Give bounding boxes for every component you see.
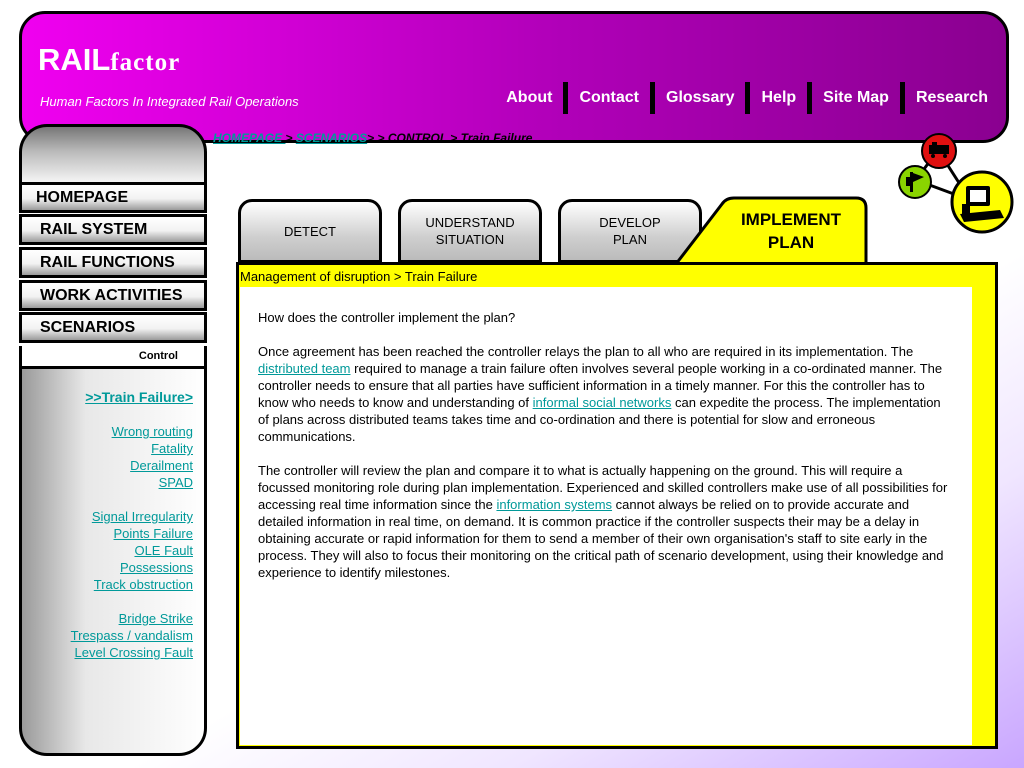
- sidebar-item-scenarios[interactable]: SCENARIOS: [19, 312, 207, 343]
- scenario-link-spad[interactable]: SPAD: [158, 475, 193, 490]
- link-group-spacer: [22, 593, 193, 610]
- breadcrumb-scenarios[interactable]: SCENARIOS: [295, 131, 368, 145]
- scenario-link-trespass-vandalism[interactable]: Trespass / vandalism: [70, 628, 193, 643]
- tab-understand-situation[interactable]: [398, 199, 542, 263]
- site-logo[interactable]: [38, 42, 180, 78]
- scenario-link-wrong-routing[interactable]: Wrong routing: [111, 424, 193, 439]
- nav-separator: [807, 82, 812, 114]
- breadcrumb-separator: >: [285, 131, 296, 145]
- content-paragraph-1: Once agreement has been reached the controller relays the plan to all who are required in its implementation. The distributed team required to manage a train failure often involves several people working in a co-ordinated manner. The controller needs to ensure that all parties have sufficient information in a timely manner. For this the controller has to know who needs to know and understanding of informal social networks can expedite the process. The implementation of plans across distributed teams takes time and co-ordination and there is potential for slow and erroneous communications.: [258, 344, 943, 444]
- scenario-link-fatality[interactable]: Fatality: [151, 441, 193, 456]
- hazard-train-icon[interactable]: [922, 134, 956, 168]
- nav-contact[interactable]: Contact: [579, 89, 639, 106]
- tab-implement-label: IMPLEMENT PLAN: [740, 210, 842, 252]
- nav-about[interactable]: About: [506, 89, 553, 106]
- control-desk-icon[interactable]: [952, 172, 1012, 232]
- sidebar-section-label: Control: [19, 346, 207, 366]
- nav-separator: [900, 82, 905, 114]
- scenario-link-signal-irregularity[interactable]: Signal Irregularity: [91, 509, 193, 524]
- tab-develop-label: DEVELOP PLAN: [599, 215, 661, 247]
- tab-detect-label: DETECT: [284, 223, 336, 239]
- link-information-systems[interactable]: information systems: [496, 497, 613, 512]
- nav-separator: [563, 82, 568, 114]
- nav-separator: [745, 82, 750, 114]
- panel-subtitle: Management of disruption > Train Failure: [240, 269, 478, 284]
- link-informal-social-networks[interactable]: informal social networks: [532, 395, 672, 410]
- scenario-link-level-crossing-fault[interactable]: Level Crossing Fault: [74, 645, 193, 660]
- sidebar-item-homepage[interactable]: HOMEPAGE: [19, 182, 207, 213]
- content-text-area: [240, 287, 972, 745]
- breadcrumb-current: > > CONTROL > Train Failure: [367, 131, 533, 145]
- link-group-spacer: [22, 491, 193, 508]
- link-distributed-team[interactable]: distributed team: [258, 361, 351, 376]
- scenario-link-ole-fault[interactable]: OLE Fault: [134, 543, 193, 558]
- scenario-link-derailment[interactable]: Derailment: [130, 458, 193, 473]
- scenario-link-bridge-strike[interactable]: Bridge Strike: [118, 611, 193, 626]
- nav-separator: [650, 82, 655, 114]
- scenario-link-current[interactable]: >>Train Failure>: [85, 389, 193, 405]
- content-question: How does the controller implement the plan?: [258, 310, 516, 325]
- nav-help[interactable]: Help: [761, 89, 797, 106]
- sidebar-item-rail-functions[interactable]: RAIL FUNCTIONS: [19, 247, 207, 278]
- tab-implement-plan[interactable]: [676, 196, 868, 266]
- nav-glossary[interactable]: Glossary: [666, 89, 735, 106]
- sidebar-header-shape: [19, 124, 207, 182]
- scenario-link-track-obstruction[interactable]: Track obstruction: [93, 577, 193, 592]
- site-tagline: Human Factors In Integrated Rail Operations: [40, 94, 299, 109]
- sidebar-item-rail-system[interactable]: RAIL SYSTEM: [19, 214, 207, 245]
- scenario-icon-cluster: [896, 130, 1016, 242]
- scenario-link-list: [19, 366, 207, 756]
- breadcrumb: [213, 131, 532, 145]
- top-navigation: [498, 82, 996, 114]
- logo-sub: factor: [110, 49, 181, 76]
- nav-site-map[interactable]: Site Map: [823, 89, 889, 106]
- content-paragraph-2: The controller will review the plan and compare it to what is actually happening on the ground. This will require a focussed monitoring role during plan implementation. Experienced and skilled controllers make use of all possibilities for accessing real time information since the information systems cannot always be relied on to provide accurate and detailed information in real time, on demand. It is common practice if the controller suspects their may be a delay in obtaining accurate or rapid information for them to send a member of their own organisation's staff to site early in the process. They will also to focus their monitoring on the critical path of scenario development, using their knowledge and experience to identify milestones.: [258, 463, 948, 580]
- tab-detect[interactable]: [238, 199, 382, 263]
- logo-main: RAIL: [38, 42, 111, 77]
- nav-research[interactable]: Research: [915, 89, 988, 106]
- flag-signal-icon[interactable]: [899, 166, 931, 198]
- sidebar-item-work-activities[interactable]: WORK ACTIVITIES: [19, 280, 207, 311]
- breadcrumb-homepage[interactable]: HOMEPAGE: [213, 131, 286, 145]
- scenario-link-possessions[interactable]: Possessions: [120, 560, 193, 575]
- tab-understand-label: UNDERSTAND SITUATION: [425, 215, 515, 247]
- scenario-link-points-failure[interactable]: Points Failure: [113, 526, 193, 541]
- content-panel: [236, 262, 998, 749]
